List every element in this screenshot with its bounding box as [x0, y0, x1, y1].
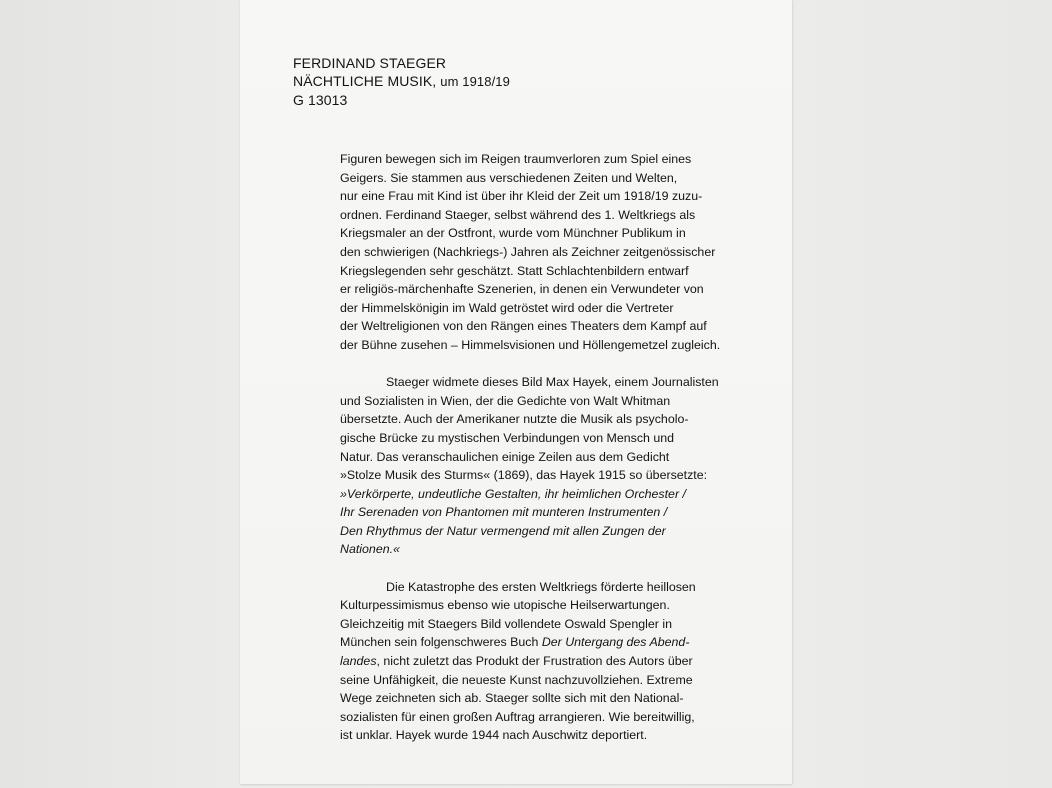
- text-line: der Weltreligionen von den Rängen eines Theaters dem Kampf auf: [340, 319, 707, 334]
- artist-name: FERDINAND STAEGER: [293, 55, 447, 71]
- text-line: ordnen. Ferdinand Staeger, selbst während des 1. Weltkriegs als: [340, 207, 696, 222]
- text-line: der Bühne zusehen – Himmelsvisionen und Höllengemetzel zugleich.: [340, 337, 721, 352]
- text-segment: , nicht zuletzt das Produkt der Frustration des Autors über: [376, 654, 693, 669]
- text-line: [340, 633, 760, 652]
- text-line: den schwierigen (Nachkriegs-) Jahren als Zeichner zeitgenössischer: [340, 244, 716, 259]
- text-line: Geigers. Sie stammen aus verschiedenen Zeiten und Welten,: [340, 170, 678, 185]
- text-line: übersetzte. Auch der Amerikaner nutzte die Musik als psycholo-: [340, 412, 689, 427]
- text-line: seine Unfähigkeit, die neueste Kunst nachzuvollziehen. Extreme: [340, 672, 693, 687]
- text-line: Kulturpessimismus ebenso wie utopische Heilserwartungen.: [340, 598, 670, 613]
- label-text: [340, 150, 760, 764]
- text-line: Kriegsmaler an der Ostfront, wurde vom Münchner Publikum in: [340, 226, 686, 241]
- book-title: landes: [340, 654, 377, 669]
- text-line: der Himmelskönigin im Wald getröstet wird oder die Vertreter: [340, 300, 674, 315]
- book-title: Der Untergang des Abend-: [541, 635, 690, 650]
- text-line: sozialisten für einen großen Auftrag arrangieren. Wie bereitwillig,: [340, 709, 695, 724]
- quote-line: »Verkörperte, undeutliche Gestalten, ihr heimlichen Orchester /: [340, 486, 686, 501]
- quote-line: Nationen.«: [340, 542, 400, 557]
- text-line: Kriegslegenden sehr geschätzt. Statt Schlachtenbildern entwarf: [340, 263, 689, 278]
- artwork-date: um 1918/19: [440, 74, 510, 89]
- text-line: ist unklar. Hayek wurde 1944 nach Auschwitz deportiert.: [340, 728, 648, 743]
- text-line: er religiös-märchenhafte Szenerien, in denen ein Verwundeter von: [340, 282, 704, 297]
- text-line: Staeger widmete dieses Bild Max Hayek, einem Journalisten: [386, 375, 719, 390]
- paragraph-2: [340, 373, 760, 559]
- text-line: »Stolze Musik des Sturms« (1869), das Hayek 1915 so übersetzte:: [340, 468, 708, 483]
- artwork-title-line: [293, 72, 693, 91]
- text-line: nur eine Frau mit Kind ist über ihr Kleid der Zeit um 1918/19 zuzu-: [340, 189, 703, 204]
- text-line: [340, 652, 760, 671]
- artwork-title: NÄCHTLICHE MUSIK,: [293, 73, 437, 89]
- text-segment: München sein folgenschweres Buch: [340, 635, 542, 650]
- quote-line: Den Rhythmus der Natur vermengend mit allen Zungen der: [340, 523, 666, 538]
- text-line: Die Katastrophe des ersten Weltkriegs förderte heillosen: [386, 579, 696, 594]
- label-header: [293, 54, 693, 109]
- text-line: Natur. Das veranschaulichen einige Zeilen aus dem Gedicht: [340, 449, 670, 464]
- quote-line: Ihr Serenaden von Phantomen mit munteren Instrumenten /: [340, 505, 668, 520]
- paragraph-1: [340, 150, 760, 355]
- text-line: und Sozialisten in Wien, der die Gedichte von Walt Whitman: [340, 393, 671, 408]
- text-line: Figuren bewegen sich im Reigen traumverloren zum Spiel eines: [340, 152, 692, 166]
- text-line: Wege zeichneten sich ab. Staeger sollte sich mit den National-: [340, 691, 684, 706]
- text-line: gische Brücke zu mystischen Verbindungen von Mensch und: [340, 430, 675, 445]
- paragraph-3: [340, 578, 760, 745]
- inventory-number: G 13013: [293, 92, 348, 108]
- text-line: Gleichzeitig mit Staegers Bild vollendete Oswald Spengler in: [340, 616, 672, 631]
